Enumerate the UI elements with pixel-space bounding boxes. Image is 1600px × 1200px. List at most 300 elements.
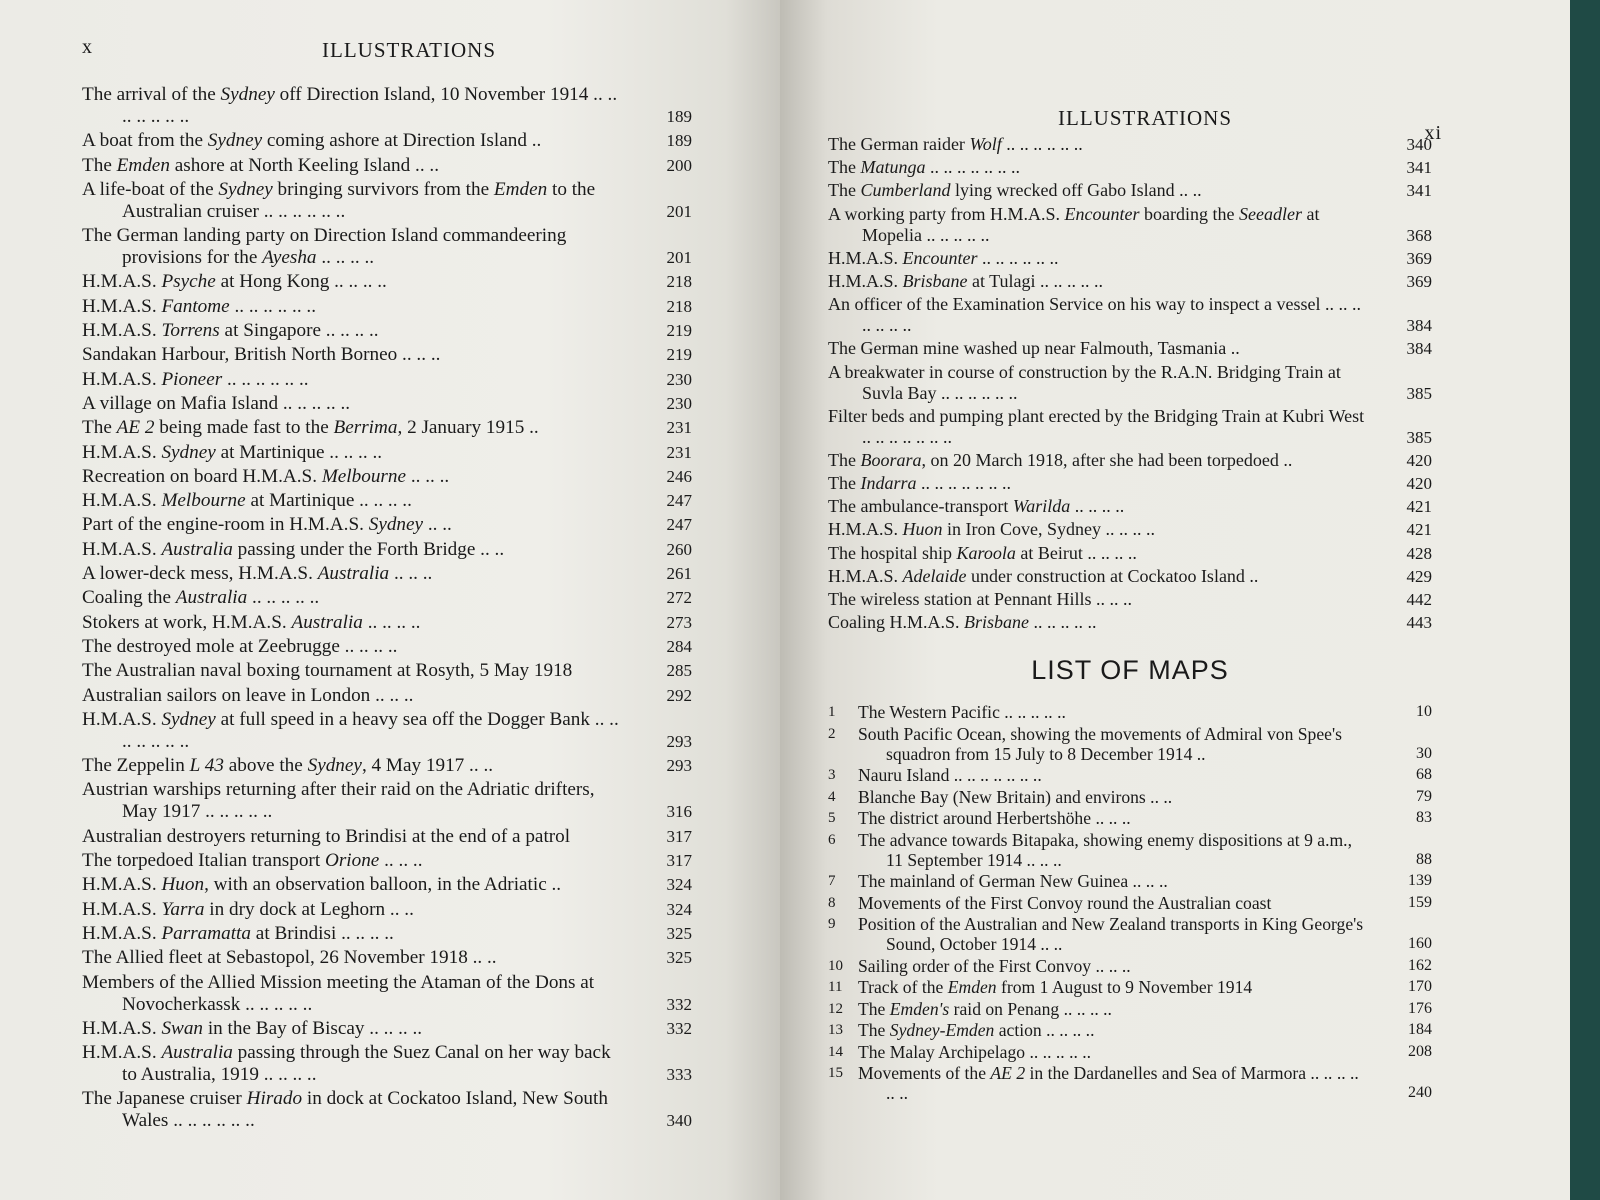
caption-text: The bbox=[82, 417, 117, 439]
map-caption bbox=[858, 724, 1370, 764]
italic-ship-name: Sydney bbox=[161, 441, 216, 463]
map-number: 14 bbox=[828, 1043, 843, 1060]
page-number: 340 bbox=[1406, 135, 1432, 154]
italic-ship-name: Sydney-Emden bbox=[889, 1020, 995, 1041]
caption-text: Stokers at work, H.M.A.S. bbox=[82, 611, 292, 633]
caption-text: The torpedoed Italian transport bbox=[82, 850, 325, 872]
caption-text: The advance towards Bitapaka, showing enemy dispositions at 9 a.m., 11 September 1914 .. .. .. bbox=[858, 829, 1352, 870]
caption-text: .. .. .. .. bbox=[316, 247, 375, 269]
illustration-entry bbox=[82, 417, 692, 439]
right-running-title: ILLUSTRATIONS bbox=[1058, 106, 1232, 130]
page-number: 219 bbox=[666, 345, 692, 365]
page-number: 340 bbox=[666, 1111, 692, 1131]
map-number: 10 bbox=[828, 957, 843, 974]
illustration-entry bbox=[828, 157, 1432, 178]
map-number: 15 bbox=[828, 1065, 843, 1082]
illustration-caption bbox=[82, 466, 624, 488]
illustration-caption bbox=[82, 755, 624, 777]
caption-text: The German landing party on Direction Island commandeering provisions for the bbox=[82, 225, 567, 269]
caption-text: .. .. .. .. bbox=[362, 611, 421, 633]
caption-text: Position of the Australian and New Zealand transports in King George's Sound, October 1914 .. .. bbox=[858, 914, 1364, 955]
map-number: 8 bbox=[828, 894, 836, 911]
page-number: 324 bbox=[666, 875, 692, 895]
page-number: 184 bbox=[1408, 1021, 1432, 1039]
italic-ship-name: Melbourne bbox=[161, 490, 246, 512]
illustration-entry bbox=[828, 566, 1432, 587]
caption-text: to the Australian cruiser .. .. .. .. .. .. bbox=[122, 178, 596, 222]
map-caption bbox=[858, 956, 1370, 976]
right-folio: xi bbox=[1424, 122, 1442, 144]
caption-text: raid on Penang .. .. .. .. bbox=[949, 998, 1112, 1019]
page-number: 442 bbox=[1406, 590, 1432, 609]
page-number: 189 bbox=[666, 107, 692, 126]
caption-text: A lower-deck mess, H.M.A.S. bbox=[82, 563, 318, 585]
map-caption bbox=[858, 702, 1370, 722]
page-number: 160 bbox=[1408, 935, 1432, 953]
illustration-entry bbox=[82, 442, 692, 464]
page-number: 369 bbox=[1406, 271, 1432, 291]
italic-ship-name: Karoola bbox=[956, 542, 1016, 563]
caption-text: The German mine washed up near Falmouth, Tasmania .. bbox=[828, 338, 1240, 359]
caption-text: A breakwater in course of construction by the R.A.N. Bridging Train at Suvla Bay .. .. .. .. .. .. bbox=[828, 361, 1341, 403]
page-number: 247 bbox=[666, 515, 692, 535]
map-number: 5 bbox=[828, 810, 836, 827]
page-number: 324 bbox=[666, 899, 692, 919]
illustration-caption bbox=[82, 442, 624, 464]
page-number: 139 bbox=[1408, 872, 1432, 890]
illustration-entry bbox=[828, 589, 1432, 610]
page-number: 208 bbox=[1408, 1042, 1432, 1060]
italic-ship-name: Adelaide bbox=[902, 565, 967, 586]
illustration-caption bbox=[82, 612, 624, 634]
illustration-caption bbox=[82, 539, 624, 561]
caption-text: A village on Mafia Island .. .. .. .. .. bbox=[82, 392, 351, 414]
illustration-caption bbox=[828, 204, 1370, 246]
caption-text: in dock at Cockatoo Island, New South Wales .. .. .. .. .. .. bbox=[122, 1088, 608, 1132]
maps-heading: LIST OF MAPS bbox=[1031, 655, 1229, 686]
page-number: 384 bbox=[1406, 339, 1432, 359]
map-caption bbox=[858, 830, 1370, 870]
caption-text: .. .. .. .. .. .. bbox=[222, 368, 309, 390]
caption-text: The bbox=[828, 473, 861, 494]
map-entry bbox=[828, 724, 1432, 764]
caption-text: H.M.A.S. bbox=[82, 538, 162, 560]
page-number: 273 bbox=[666, 612, 692, 632]
caption-text: H.M.A.S. bbox=[82, 295, 162, 317]
illustration-caption bbox=[828, 180, 1370, 201]
caption-text: Australian sailors on leave in London .. .. .. bbox=[82, 684, 414, 706]
page-number: 260 bbox=[666, 539, 692, 559]
illustration-caption bbox=[828, 157, 1370, 178]
illustration-caption bbox=[828, 450, 1370, 471]
illustration-caption bbox=[82, 320, 624, 342]
caption-text: bringing survivors from the bbox=[272, 178, 494, 200]
page-number: 159 bbox=[1408, 893, 1432, 911]
illustration-entry bbox=[82, 685, 692, 707]
illustration-caption bbox=[82, 709, 624, 753]
map-number: 1 bbox=[828, 704, 836, 721]
illustration-entry bbox=[82, 225, 692, 269]
map-number: 13 bbox=[828, 1022, 843, 1039]
illustration-entry bbox=[828, 543, 1432, 564]
caption-text: under construction at Cockatoo Island .. bbox=[966, 565, 1259, 586]
page-number: 162 bbox=[1408, 956, 1432, 974]
illustration-entry bbox=[82, 1042, 692, 1086]
page-number: 176 bbox=[1408, 999, 1432, 1017]
caption-text: The bbox=[858, 998, 890, 1019]
page-number: 83 bbox=[1416, 809, 1432, 827]
illustration-caption bbox=[82, 972, 624, 1016]
illustration-caption bbox=[828, 612, 1370, 633]
left-running-title: ILLUSTRATIONS bbox=[322, 38, 496, 62]
italic-ship-name: Wolf bbox=[969, 134, 1002, 154]
italic-ship-name: Berrima bbox=[333, 417, 398, 439]
caption-text: H.M.A.S. bbox=[828, 270, 903, 291]
italic-ship-name: Encounter bbox=[902, 247, 978, 268]
caption-text: lying wrecked off Gabo Island .. .. bbox=[950, 180, 1202, 201]
map-number: 7 bbox=[828, 873, 836, 890]
caption-text: Recreation on board H.M.A.S. bbox=[82, 465, 322, 487]
map-number: 4 bbox=[828, 788, 836, 805]
italic-ship-name: Australia bbox=[317, 563, 390, 585]
illustration-entry bbox=[828, 248, 1432, 269]
page-number: 293 bbox=[666, 731, 692, 751]
caption-text: Nauru Island .. .. .. .. .. .. .. bbox=[858, 765, 1042, 786]
caption-text: in Iron Cove, Sydney .. .. .. .. bbox=[942, 519, 1155, 540]
illustration-caption bbox=[82, 225, 624, 269]
caption-text: The arrival of the bbox=[82, 84, 221, 105]
page-number: 421 bbox=[1406, 497, 1432, 517]
illustration-caption bbox=[82, 369, 624, 391]
illustration-caption bbox=[82, 417, 624, 439]
page-number: 293 bbox=[666, 756, 692, 776]
map-entry bbox=[828, 765, 1432, 785]
maps-list bbox=[828, 702, 1432, 1103]
caption-text: H.M.A.S. bbox=[82, 874, 162, 896]
map-entry bbox=[828, 893, 1432, 913]
illustration-caption bbox=[828, 134, 1370, 155]
page-number: 317 bbox=[666, 851, 692, 871]
italic-ship-name: Emden bbox=[493, 178, 548, 200]
caption-text: off Direction Island, 10 November 1914 .. .. .. .. .. .. .. bbox=[122, 84, 618, 127]
italic-ship-name: AE 2 bbox=[990, 1063, 1026, 1084]
caption-text: Part of the engine-room in H.M.A.S. bbox=[82, 514, 369, 536]
illustration-entry bbox=[82, 369, 692, 391]
illustration-caption bbox=[828, 566, 1370, 587]
page-number: 240 bbox=[1408, 1084, 1432, 1102]
illustration-entry bbox=[82, 466, 692, 488]
italic-ship-name: Huon bbox=[161, 874, 205, 896]
illustration-entry bbox=[828, 180, 1432, 201]
illustration-entry bbox=[828, 134, 1432, 155]
illustration-caption bbox=[82, 1042, 624, 1086]
caption-text: Filter beds and pumping plant erected by the Bridging Train at Kubri West .. .. .. .. .. .. .. bbox=[828, 405, 1365, 447]
caption-text: H.M.A.S. bbox=[82, 490, 162, 512]
caption-text: at Brindisi .. .. .. .. bbox=[251, 922, 394, 944]
illustration-entry bbox=[82, 490, 692, 512]
illustration-caption bbox=[828, 519, 1370, 540]
illustration-caption bbox=[82, 179, 624, 223]
page-number: 201 bbox=[666, 201, 692, 221]
caption-text: The destroyed mole at Zeebrugge .. .. .. .. bbox=[82, 635, 398, 657]
illustration-caption bbox=[828, 406, 1370, 448]
italic-ship-name: Matunga bbox=[860, 157, 926, 178]
illustration-caption bbox=[828, 271, 1370, 292]
illustration-caption bbox=[82, 850, 624, 872]
caption-text: The district around Herbertshöhe .. .. .. bbox=[858, 808, 1131, 829]
illustration-caption bbox=[82, 874, 624, 896]
italic-ship-name: Sydney bbox=[207, 130, 263, 152]
caption-text: The Allied fleet at Sebastopol, 26 November 1918 .. .. bbox=[82, 947, 497, 969]
illustration-entry bbox=[82, 709, 692, 753]
illustrations-list-left bbox=[82, 84, 692, 1132]
illustration-entry bbox=[82, 296, 692, 318]
caption-text: passing through the Suez Canal on her way back to Australia, 1919 .. .. .. .. bbox=[122, 1042, 611, 1086]
illustration-entry bbox=[82, 1088, 692, 1132]
page-number: 421 bbox=[1406, 520, 1432, 540]
caption-text: .. .. .. .. .. .. .. bbox=[916, 473, 1011, 494]
italic-ship-name: Boorara bbox=[860, 449, 922, 470]
illustration-caption bbox=[82, 514, 624, 536]
illustration-caption bbox=[82, 296, 624, 318]
caption-text: H.M.A.S. bbox=[828, 565, 903, 586]
italic-ship-name: Emden bbox=[947, 977, 997, 998]
illustration-entry bbox=[828, 271, 1432, 292]
illustration-caption bbox=[82, 271, 624, 293]
map-caption bbox=[858, 808, 1370, 828]
caption-text: H.M.A.S. bbox=[82, 368, 162, 390]
map-number: 6 bbox=[828, 831, 836, 848]
caption-text: in the Bay of Biscay .. .. .. .. bbox=[203, 1017, 423, 1039]
italic-ship-name: Torrens bbox=[161, 320, 220, 342]
italic-ship-name: Warilda bbox=[1012, 496, 1071, 517]
illustration-caption bbox=[82, 344, 624, 366]
caption-text: in the Dardanelles and Sea of Marmora .. .. .. .. .. .. bbox=[886, 1063, 1359, 1104]
illustration-caption bbox=[82, 685, 624, 707]
map-entry bbox=[828, 787, 1432, 807]
italic-ship-name: Encounter bbox=[1064, 203, 1140, 224]
illustration-entry bbox=[82, 850, 692, 872]
page-number: 317 bbox=[666, 826, 692, 846]
caption-text: Movements of the First Convoy round the Australian coast bbox=[858, 892, 1272, 913]
illustration-entry bbox=[82, 779, 692, 823]
illustration-caption bbox=[82, 826, 624, 848]
map-entry bbox=[828, 871, 1432, 891]
caption-text: at Martinique .. .. .. .. bbox=[215, 441, 383, 463]
illustration-entry bbox=[828, 362, 1432, 404]
page-number: 246 bbox=[666, 466, 692, 486]
caption-text: .. .. .. .. .. .. bbox=[1001, 134, 1083, 154]
map-caption bbox=[858, 999, 1370, 1019]
page-number: 247 bbox=[666, 491, 692, 511]
page-number: 292 bbox=[666, 685, 692, 705]
italic-ship-name: Fantome bbox=[161, 295, 230, 317]
map-number: 11 bbox=[828, 979, 843, 996]
page-number: 219 bbox=[666, 321, 692, 341]
italic-ship-name: Brisbane bbox=[902, 270, 968, 291]
caption-text: The Japanese cruiser bbox=[82, 1088, 247, 1110]
caption-text: coming ashore at Direction Island .. bbox=[262, 130, 542, 152]
page-number: 332 bbox=[666, 1018, 692, 1038]
illustration-caption bbox=[82, 393, 624, 415]
page-number: 443 bbox=[1406, 613, 1432, 633]
page-number: 428 bbox=[1406, 543, 1432, 563]
caption-text: The mainland of German New Guinea .. .. .. bbox=[858, 871, 1168, 892]
illustration-entry bbox=[82, 344, 692, 366]
illustration-entry bbox=[82, 179, 692, 223]
illustration-caption bbox=[82, 660, 624, 682]
caption-text: The Malay Archipelago .. .. .. .. .. bbox=[858, 1041, 1092, 1062]
illustration-caption bbox=[82, 1088, 624, 1132]
illustration-entry bbox=[82, 514, 692, 536]
map-number: 9 bbox=[828, 916, 836, 933]
illustration-entry bbox=[82, 874, 692, 896]
illustration-caption bbox=[828, 589, 1370, 610]
caption-text: Movements of the bbox=[858, 1063, 991, 1084]
caption-text: The ambulance-transport bbox=[828, 496, 1013, 517]
italic-ship-name: Australia bbox=[291, 611, 363, 633]
illustration-entry bbox=[82, 612, 692, 634]
caption-text: The bbox=[828, 180, 861, 201]
illustration-entry bbox=[828, 338, 1432, 359]
page-number: 272 bbox=[666, 588, 692, 608]
caption-text: , with an observation balloon, in the Adriatic .. bbox=[204, 874, 562, 896]
italic-ship-name: Swan bbox=[161, 1017, 204, 1039]
page-number: 68 bbox=[1416, 766, 1432, 784]
map-number: 3 bbox=[828, 767, 836, 784]
illustration-entry bbox=[82, 84, 692, 128]
page-number: 201 bbox=[666, 248, 692, 268]
illustration-entry bbox=[82, 587, 692, 609]
page-number: 429 bbox=[1406, 566, 1432, 586]
map-caption bbox=[858, 914, 1370, 954]
illustration-entry bbox=[828, 406, 1432, 448]
caption-text: H.M.A.S. bbox=[82, 708, 162, 730]
caption-text: Austrian warships returning after their raid on the Adriatic drifters, May 1917 .. .. .. .. .. bbox=[82, 779, 595, 823]
caption-text: passing under the Forth Bridge .. .. bbox=[232, 538, 505, 560]
caption-text: H.M.A.S. bbox=[82, 1042, 162, 1064]
caption-text: .. .. .. .. .. .. .. bbox=[925, 157, 1020, 178]
map-caption bbox=[858, 977, 1370, 997]
caption-text: A boat from the bbox=[82, 130, 208, 152]
illustration-entry bbox=[82, 271, 692, 293]
caption-text: at full speed in a heavy sea off the Dogger Bank .. .. .. .. .. .. .. bbox=[122, 708, 619, 752]
left-page-header bbox=[82, 36, 692, 84]
illustration-entry bbox=[828, 450, 1432, 471]
page-number: 385 bbox=[1406, 383, 1432, 403]
map-caption bbox=[858, 787, 1370, 807]
page-number: 200 bbox=[666, 155, 692, 175]
caption-text: .. .. .. .. .. bbox=[247, 587, 320, 609]
left-folio: x bbox=[82, 36, 93, 58]
caption-text: Coaling the bbox=[82, 587, 176, 609]
page-number: 325 bbox=[666, 948, 692, 968]
page-number: 88 bbox=[1416, 850, 1432, 868]
italic-ship-name: Indarra bbox=[860, 473, 917, 494]
illustration-caption bbox=[82, 490, 624, 512]
page-number: 385 bbox=[1406, 427, 1432, 447]
caption-text: South Pacific Ocean, showing the movements of Admiral von Spee's squadron from 15 July to 8 December 1914 .. bbox=[858, 723, 1342, 764]
map-entry bbox=[828, 808, 1432, 828]
caption-text: H.M.A.S. bbox=[828, 247, 903, 268]
right-page bbox=[780, 0, 1570, 1200]
caption-text: The bbox=[828, 449, 861, 470]
caption-text: The Western Pacific .. .. .. .. .. bbox=[858, 702, 1066, 723]
italic-ship-name: Huon bbox=[902, 519, 943, 540]
illustration-entry bbox=[82, 130, 692, 152]
caption-text: .. .. .. bbox=[406, 465, 450, 487]
caption-text: Members of the Allied Mission meeting the Ataman of the Dons at Novocherkassk .. .. .. .. .. bbox=[82, 971, 595, 1015]
map-entry bbox=[828, 1042, 1432, 1062]
caption-text: , 2 January 1915 .. bbox=[397, 417, 539, 439]
caption-text: .. .. bbox=[423, 514, 452, 536]
illustration-entry bbox=[82, 660, 692, 682]
italic-ship-name: Ayesha bbox=[262, 247, 317, 269]
illustration-caption bbox=[82, 779, 624, 823]
caption-text: Australian destroyers returning to Brindisi at the end of a patrol bbox=[82, 825, 571, 847]
map-number: 2 bbox=[828, 725, 836, 742]
page-number: 189 bbox=[666, 131, 692, 151]
page-number: 230 bbox=[666, 393, 692, 413]
map-caption bbox=[858, 765, 1370, 785]
illustration-caption bbox=[82, 84, 624, 128]
page-number: 285 bbox=[666, 661, 692, 681]
page-number: 261 bbox=[666, 564, 692, 584]
illustration-entry bbox=[82, 899, 692, 921]
italic-ship-name: Orione bbox=[324, 850, 380, 872]
caption-text: A working party from H.M.A.S. bbox=[828, 203, 1065, 224]
caption-text: above the bbox=[223, 755, 308, 777]
italic-ship-name: Australia bbox=[161, 1042, 233, 1064]
caption-text: Sailing order of the First Convoy .. .. .. bbox=[858, 955, 1131, 976]
page-number: 231 bbox=[666, 442, 692, 462]
caption-text: H.M.A.S. bbox=[82, 1017, 162, 1039]
illustration-caption bbox=[828, 294, 1370, 336]
page-number: 79 bbox=[1416, 787, 1432, 805]
page-number: 325 bbox=[666, 923, 692, 943]
illustration-caption bbox=[82, 1018, 624, 1040]
italic-ship-name: Sydney bbox=[218, 178, 273, 200]
illustration-caption bbox=[82, 130, 624, 152]
caption-text: H.M.A.S. bbox=[828, 519, 903, 540]
left-page bbox=[0, 0, 780, 1200]
italic-ship-name: L 43 bbox=[189, 755, 224, 777]
illustration-caption bbox=[828, 473, 1370, 494]
caption-text: The bbox=[858, 1020, 890, 1041]
page-number: 170 bbox=[1408, 978, 1432, 996]
italic-ship-name: Yarra bbox=[161, 898, 205, 920]
map-entry bbox=[828, 999, 1432, 1019]
italic-ship-name: Australia bbox=[161, 538, 233, 560]
illustration-caption bbox=[828, 248, 1370, 269]
italic-ship-name: AE 2 bbox=[116, 417, 155, 439]
caption-text: at Martinique .. .. .. .. bbox=[245, 490, 412, 512]
illustration-caption bbox=[82, 636, 624, 658]
caption-text: The German raider bbox=[828, 134, 970, 154]
map-entry bbox=[828, 956, 1432, 976]
caption-text: H.M.A.S. bbox=[82, 898, 162, 920]
caption-text: at Mopelia .. .. .. .. .. bbox=[862, 203, 1320, 245]
illustration-caption bbox=[828, 543, 1370, 564]
page-number: 333 bbox=[666, 1065, 692, 1085]
caption-text: Coaling H.M.A.S. bbox=[828, 612, 965, 633]
caption-text: boarding the bbox=[1139, 203, 1239, 224]
map-caption bbox=[858, 1063, 1370, 1103]
italic-ship-name: Sydney bbox=[368, 514, 424, 536]
illustration-entry bbox=[82, 320, 692, 342]
illustration-entry bbox=[828, 496, 1432, 517]
caption-text: .. .. .. bbox=[389, 563, 433, 585]
